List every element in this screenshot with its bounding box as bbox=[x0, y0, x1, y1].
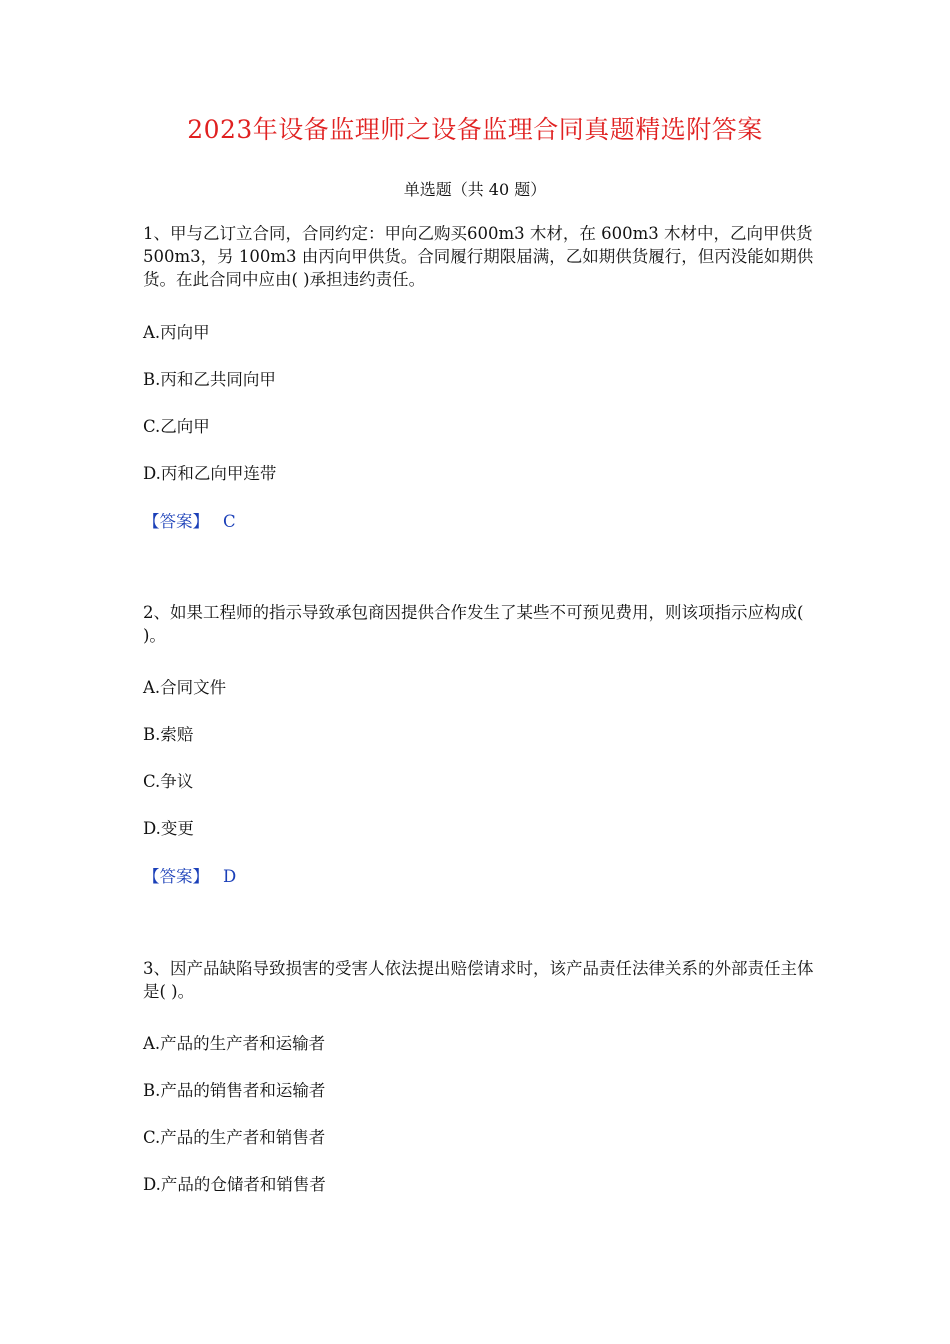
section-heading: 单选题（共 40 题） bbox=[403, 180, 547, 199]
question-2-option-c: C.争议 bbox=[143, 772, 194, 791]
question-3-option-b: B.产品的销售者和运输者 bbox=[143, 1081, 326, 1100]
question-2-option-b: B.索赔 bbox=[143, 725, 194, 744]
answer-label: 【答案】 bbox=[143, 867, 209, 886]
question-1-option-b: B.丙和乙共同向甲 bbox=[143, 370, 276, 389]
question-3-text: 3、因产品缺陷导致损害的受害人依法提出赔偿请求时，该产品责任法律关系的外部责任主体是( )。 bbox=[143, 959, 814, 1001]
question-2-text: 2、如果工程师的指示导致承包商因提供合作发生了某些不可预见费用，则该项指示应构成( )。 bbox=[143, 603, 804, 645]
question-1-text: 1、甲与乙订立合同，合同约定：甲向乙购买600m3 木材，在 600m3 木材中，乙向甲供货 500m3，另 100m3 由丙向甲供货。合同履行期限届满，乙如期供货履行，但丙没能如期供货。在此合同中应由( )承担违约责任。 bbox=[143, 224, 814, 289]
answer-value: C bbox=[223, 512, 236, 531]
question-1-option-a: A.丙向甲 bbox=[143, 323, 210, 342]
question-1-answer bbox=[143, 508, 236, 532]
answer-value: D bbox=[223, 867, 237, 886]
document-title: 2023年设备监理师之设备监理合同真题精选附答案 bbox=[187, 115, 763, 144]
question-1-option-d: D.丙和乙向甲连带 bbox=[143, 464, 277, 483]
question-1-option-c: C.乙向甲 bbox=[143, 417, 210, 436]
question-3-option-a: A.产品的生产者和运输者 bbox=[143, 1034, 326, 1053]
question-2-option-d: D.变更 bbox=[143, 819, 194, 838]
question-2-option-a: A.合同文件 bbox=[143, 678, 227, 697]
question-3-option-c: C.产品的生产者和销售者 bbox=[143, 1128, 326, 1147]
question-2-answer bbox=[143, 863, 236, 887]
question-3-option-d: D.产品的仓储者和销售者 bbox=[143, 1175, 326, 1194]
answer-label: 【答案】 bbox=[143, 512, 209, 531]
